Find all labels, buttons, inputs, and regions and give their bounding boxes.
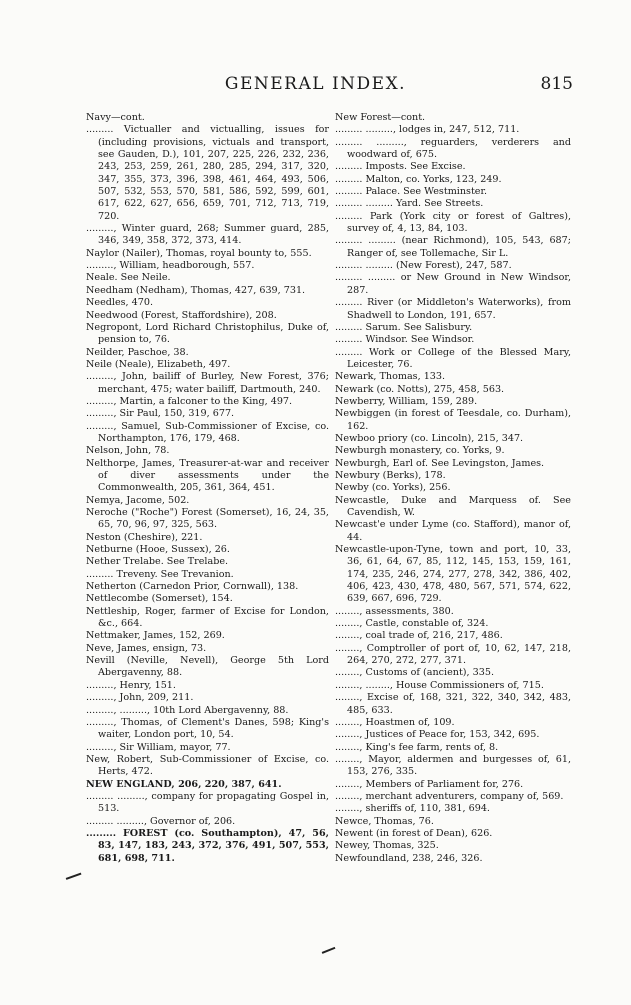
- index-entry: ........, Customs of (ancient), 335.: [335, 667, 495, 679]
- page-title: GENERAL INDEX.: [224, 74, 407, 94]
- pencil-mark: [66, 873, 82, 880]
- index-entry: Nettmaker, James, 152, 269.: [86, 630, 225, 642]
- index-entry: ......... River (or Middleton's Waterworks), from Shadwell to London, 191, 657.: [335, 297, 571, 321]
- index-entry: Netburne (Hooe, Sussex), 26.: [86, 544, 230, 556]
- index-entry: ........, assessments, 380.: [335, 605, 454, 617]
- index-entry: Neroche ("Roche") Forest (Somerset), 16, 24, 35, 65, 70, 96, 97, 325, 563.: [86, 507, 329, 531]
- index-entry: ........., Samuel, Sub-Commissioner of Excise, co. Northampton, 176, 179, 468.: [86, 420, 329, 444]
- index-entry: ........, King's fee farm, rents of, 8.: [335, 741, 499, 753]
- index-entry: ........, merchant adventurers, company of, 569.: [335, 790, 564, 802]
- index-entry: ......... Treveny. See Trevanion.: [86, 568, 234, 580]
- index-entry: Navy—cont.: [86, 112, 145, 123]
- index-entry: New Forest—cont.: [335, 112, 426, 123]
- index-entry: ......... Palace. See Westminster.: [335, 186, 488, 198]
- index-entry: Newbiggen (in forest of Teesdale, co. Durham), 162.: [335, 408, 571, 432]
- index-entry: ........, Mayor, aldermen and burgesses of, 61, 153, 276, 335.: [335, 753, 571, 778]
- index-entry: Newce, Thomas, 76.: [335, 815, 434, 827]
- index-entry: ........, Members of Parliament for, 276.: [335, 778, 524, 790]
- index-entry: ........., John, 209, 211.: [86, 692, 194, 704]
- index-entry: Nelthorpe, James, Treasurer-at-war and receiver of diver assessments under the Commonwealth, 205, 361, 364, 451.: [86, 457, 329, 494]
- index-entry: Newcastle-upon-Tyne, town and port, 10, 33, 36, 61, 64, 67, 85, 112, 145, 153, 159, 161, 174, 235, 246, 274, 277, 278, 342, 386, 402, 406, 423, 430, 478, 480, 567, 571, 574, 622, 639, 667, 696, 729.: [335, 544, 571, 605]
- index-entry: ........, Hoastmen of, 109.: [335, 716, 455, 728]
- page-number: 815: [540, 74, 573, 94]
- index-entry: Nettleship, Roger, farmer of Excise for London, &c., 664.: [86, 605, 329, 630]
- index-entry: Needles, 470.: [86, 297, 154, 309]
- page-header: [0, 74, 631, 96]
- index-entry: ......... Malton, co. Yorks, 123, 249.: [335, 173, 502, 185]
- index-entry: Newburgh monastery, co. Yorks, 9.: [335, 445, 505, 457]
- index-entry: ......... ........., lodges in, 247, 512, 711.: [335, 124, 520, 136]
- index-entry: Nevill (Neville, Nevell), George 5th Lord Abergavenny, 88.: [86, 655, 329, 679]
- index-entry: ........, sheriffs of, 110, 381, 694.: [335, 803, 490, 815]
- index-entry: ........., Henry, 151.: [86, 679, 176, 691]
- index-entry: ........., Thomas, of Clement's Danes, 598; King's waiter, London port, 10, 54.: [86, 716, 329, 741]
- index-entry: Newey, Thomas, 325.: [335, 840, 439, 852]
- index-entry: Newfoundland, 238, 246, 326.: [335, 852, 483, 864]
- index-entry: ........., Sir William, mayor, 77.: [86, 741, 231, 753]
- index-entry: Nettlecombe (Somerset), 154.: [86, 593, 233, 605]
- left-index-column: [86, 112, 329, 865]
- index-entry: Needwood (Forest, Staffordshire), 208.: [86, 309, 277, 321]
- index-entry: Neilder, Paschoe, 38.: [86, 346, 189, 358]
- index-entry: ........, ........, House Commissioners of, 715.: [335, 679, 544, 691]
- index-entry: ........, Comptroller of port of, 10, 62, 147, 218, 264, 270, 272, 277, 371.: [335, 642, 571, 667]
- index-entry: NEW ENGLAND, 206, 220, 387, 641.: [86, 778, 282, 790]
- index-entry: Nemya, Jacome, 502.: [86, 494, 190, 506]
- index-entry: Newburgh, Earl of. See Levingston, James.: [335, 457, 545, 469]
- right-index-column: [335, 112, 571, 865]
- index-entry: Neale. See Neile.: [86, 272, 171, 284]
- index-entry: ......... ......... (near Richmond), 105, 543, 687; Ranger of, see Tollemache, Sir L.: [335, 235, 571, 259]
- index-entry: Newent (in forest of Dean), 626.: [335, 827, 493, 839]
- index-entry: Newark, Thomas, 133.: [335, 371, 446, 383]
- index-entry: ........., ........., 10th Lord Abergavenny, 88.: [86, 704, 289, 716]
- index-entry: Negropont, Lord Richard Christophilus, Duke of, pension to, 76.: [86, 321, 329, 346]
- index-entry: ........., Martin, a falconer to the King, 497.: [86, 395, 293, 407]
- index-entry: ........, Castle, constable of, 324.: [335, 618, 489, 630]
- index-entry: Neve, James, ensign, 73.: [86, 642, 207, 654]
- index-entry: ......... FOREST (co. Southampton), 47, 56, 83, 147, 183, 243, 372, 376, 491, 507, 553, 681, 698, 711.: [86, 827, 329, 864]
- index-entry: ......... Work or College of the Blessed Mary, Leicester, 76.: [335, 346, 571, 370]
- index-entry: ........., Sir Paul, 150, 319, 677.: [86, 408, 235, 420]
- index-entry: ......... Park (York city or forest of Galtres), survey of, 4, 13, 84, 103.: [335, 210, 571, 235]
- index-entry: ........., William, headborough, 557.: [86, 260, 255, 272]
- index-entry: Neile (Neale), Elizabeth, 497.: [86, 358, 231, 370]
- index-entry: ......... ......... or New Ground in New Windsor, 287.: [335, 272, 571, 296]
- index-entry: ......... Sarum. See Salisbury.: [335, 321, 473, 333]
- index-entry: ......... Windsor. See Windsor.: [335, 334, 475, 346]
- index-entry: Nelson, John, 78.: [86, 445, 170, 457]
- index-entry: Netherton (Carnedon Prior, Cornwall), 138.: [86, 581, 299, 593]
- index-entry: Newcastle, Duke and Marquess of. See Cavendish, W.: [335, 494, 571, 518]
- index-entry: Newberry, William, 159, 289.: [335, 395, 478, 407]
- index-entry: Newboo priory (co. Lincoln), 215, 347.: [335, 432, 524, 444]
- index-entry: Newcast'e under Lyme (co. Stafford), manor of, 44.: [335, 519, 571, 543]
- index-entry: ........, Excise of, 168, 321, 322, 340, 342, 483, 485, 633.: [335, 692, 571, 716]
- index-entry: Nether Trelabe. See Trelabe.: [86, 556, 229, 568]
- index-entry: ........, coal trade of, 216, 217, 486.: [335, 630, 503, 642]
- index-entry: ........., Winter guard, 268; Summer guard, 285, 346, 349, 358, 372, 373, 414.: [86, 223, 329, 247]
- index-entry: Neston (Cheshire), 221.: [86, 531, 203, 543]
- index-entry: Newark (co. Notts), 275, 458, 563.: [335, 383, 505, 395]
- index-entry: ......... ........., Governor of, 206.: [86, 815, 236, 827]
- index-entry: ......... ........., reguarders, verderers and woodward of, 675.: [335, 136, 571, 161]
- index-entry: ......... ......... (New Forest), 247, 587.: [335, 260, 512, 272]
- index-entry: ......... ......... Yard. See Streets.: [335, 198, 484, 210]
- index-entry: Needham (Nedham), Thomas, 427, 639, 731.: [86, 284, 306, 296]
- index-entry: ......... ........., company for propagating Gospel in, 513.: [86, 790, 329, 815]
- index-entry: New, Robert, Sub-Commissioner of Excise, co. Herts, 472.: [86, 753, 329, 778]
- index-entry: ......... Imposts. See Excise.: [335, 161, 466, 173]
- index-entry: Newbury (Berks), 178.: [335, 469, 446, 481]
- index-entry: ........., John, bailiff of Burley, New Forest, 376; merchant, 475; water bailiff, Dartmouth, 240.: [86, 371, 329, 395]
- index-entry: ........, Justices of Peace for, 153, 342, 695.: [335, 729, 540, 741]
- index-entry: Naylor (Nailer), Thomas, royal bounty to, 555.: [86, 247, 312, 259]
- pencil-mark: [322, 947, 336, 954]
- index-entry: Newby (co. Yorks), 256.: [335, 482, 451, 494]
- index-entry: ......... Victualler and victualling, issues for (including provisions, victuals and transport, see Gauden, D.), 101, 207, 225, 226, 232, 236, 243, 253, 259, 261, 280, 285, 294, 317, 320, 347, 355, 373, 396, 398, 461, 464, 493, 506, 507, 532, 553, 570, 581, 586, 592, 599, 601, 617, 622, 627, 656, 659, 701, 712, 713, 719, 720.: [86, 124, 329, 222]
